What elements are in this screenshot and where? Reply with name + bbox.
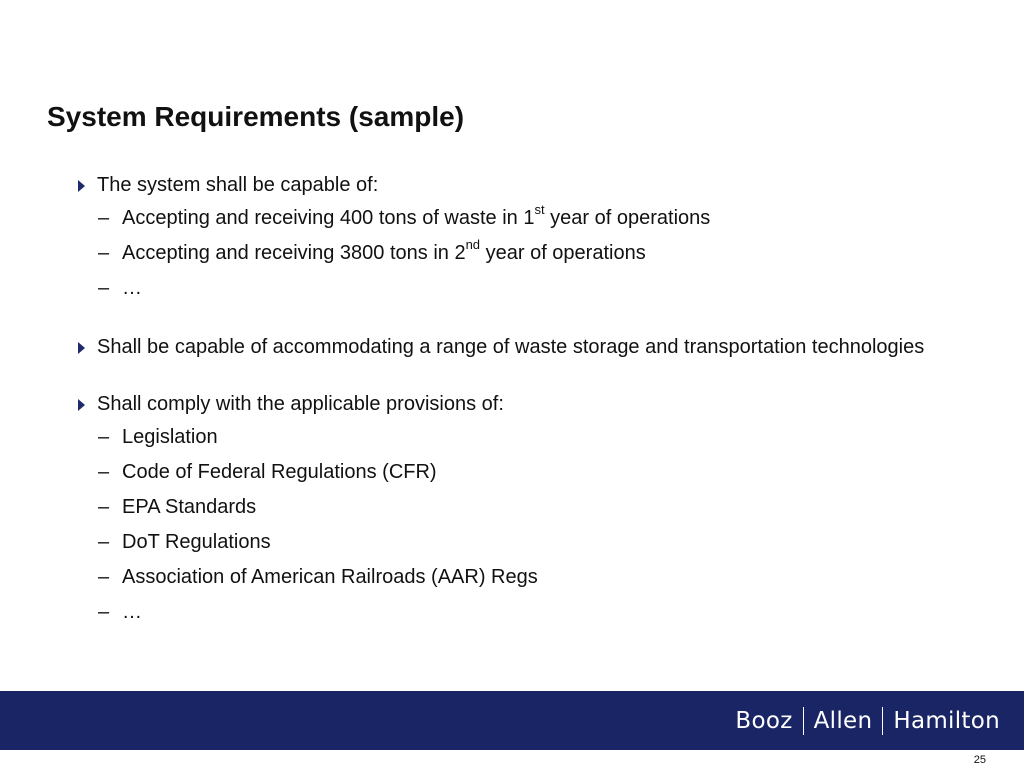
dash-marker: – (98, 426, 110, 448)
dash-marker: – (98, 496, 110, 518)
sub-bullet-text: EPA Standards (122, 496, 257, 518)
bullet-item (78, 391, 958, 418)
dash-marker: – (98, 566, 110, 588)
sub-bullet-item (78, 494, 958, 521)
sub-bullet-item (78, 237, 958, 267)
triangle-bullet-icon (78, 399, 85, 411)
triangle-bullet-icon (78, 342, 85, 354)
page-number: 25 (973, 754, 986, 766)
dash-marker: – (98, 277, 110, 299)
dash-marker: – (98, 242, 110, 264)
sub-bullet-item (78, 202, 958, 232)
triangle-bullet-icon (78, 180, 85, 192)
sub-bullet-item (78, 459, 958, 486)
logo-word: Hamilton (893, 708, 1000, 734)
dash-marker: – (98, 207, 110, 229)
logo-divider (882, 707, 883, 735)
bullet-item (78, 172, 958, 199)
sub-bullet-text: … (122, 277, 142, 299)
slide-title: System Requirements (sample) (47, 101, 465, 132)
logo-word: Booz (735, 708, 793, 734)
sub-bullet-item (78, 275, 958, 302)
logo-divider (803, 707, 804, 735)
footer-bar (0, 691, 1024, 750)
bullet-text: The system shall be capable of: (97, 174, 379, 196)
dash-marker: – (98, 461, 110, 483)
slide-content (78, 172, 958, 634)
sub-bullet-item (78, 564, 958, 591)
dash-marker: – (98, 531, 110, 553)
dash-marker: – (98, 601, 110, 623)
sub-bullet-item (78, 599, 958, 626)
sub-bullet-text: Accepting and receiving 400 tons of waste in 1st year of operations (122, 202, 711, 229)
ordinal-suffix: st (534, 202, 545, 218)
sub-bullet-text: Code of Federal Regulations (CFR) (122, 461, 437, 483)
bullet-text: Shall be capable of accommodating a range of waste storage and transportation technologies (97, 336, 925, 358)
ordinal-suffix: nd (465, 237, 481, 253)
sub-bullet-text: DoT Regulations (122, 531, 271, 553)
sub-bullet-text: … (122, 601, 142, 623)
logo-word: Allen (813, 708, 873, 734)
sub-bullet-text: Legislation (122, 426, 218, 448)
sub-bullet-item (78, 424, 958, 451)
sub-bullet-text: Association of American Railroads (AAR) Regs (122, 566, 538, 588)
company-logo (735, 706, 1000, 736)
sub-bullet-item (78, 529, 958, 556)
bullet-item (78, 334, 958, 361)
sub-bullet-text: Accepting and receiving 3800 tons in 2nd year of operations (122, 237, 646, 264)
bullet-text: Shall comply with the applicable provisions of: (97, 393, 504, 415)
